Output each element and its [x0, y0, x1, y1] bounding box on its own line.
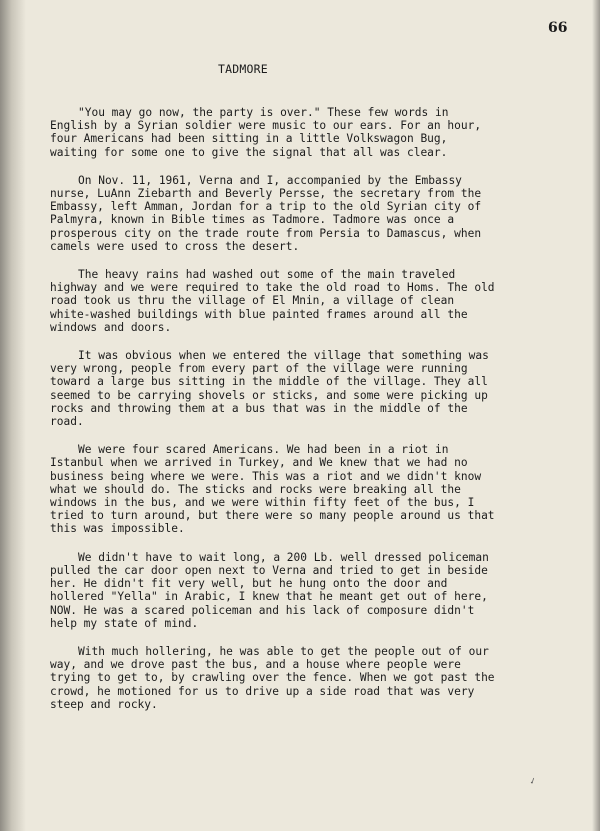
- paragraph: We were four scared Americans. We had been in a riot in Istanbul when we arrived in Turkey, and We knew that we had no business being where we were. This was a riot and we didn't know what we should do. The sticks and rocks were breaking all the windows in the bus, and we were within fifty feet of the bus, I tried to turn around, but there were so many people around us that this was impossible.: [50, 443, 495, 536]
- paragraph: "You may go now, the party is over." These few words in English by a Syrian soldier were music to our ears. For an hour, four Americans had been sitting in a little Volkswagon Bug, waiting for some one to give the signal that all was clear.: [50, 106, 482, 159]
- paragraph: With much hollering, he was able to get the people out of our way, and we drove past the bus, and a house where people were trying to get to, by crawling over the fence. When we got past the crowd, he motioned for us to drive up a side road that was very steep and rocky.: [50, 644, 495, 711]
- paragraph: The heavy rains had washed out some of the main traveled highway and we were required to take the old road to Homs. The old road took us thru the village of El Mnin, a village of clean white-washed buildings with blue painted frames around all the windows and doors.: [50, 268, 495, 334]
- pencil-mark-icon: ✓: [528, 775, 538, 788]
- page-title: TADMORE: [218, 62, 268, 76]
- body-text: [50, 106, 498, 726]
- paragraph: We didn't have to wait long, a 200 Lb. well dressed policeman pulled the car door open next to Verna and tried to get in beside her. He didn't fit very well, but he hung onto the door and hollered "Yella" in Arabic, I knew that he meant get out of here, NOW. He was a scared policeman and his lack of composure didn't help my state of mind.: [50, 550, 489, 630]
- paragraph: On Nov. 11, 1961, Verna and I, accompanied by the Embassy nurse, LuAnn Ziebarth and Beverly Persse, the secretary from the Embassy, left Amman, Jordan for a trip to the old Syrian city of Palmyra, known in Bible times as Tadmore. Tadmore was once a prosperous city on the trade route from Persia to Damascus, when camels were used to cross the desert.: [50, 173, 482, 253]
- page-number: 66: [548, 20, 568, 36]
- paragraph: It was obvious when we entered the village that something was very wrong, people from every part of the village were running toward a large bus sitting in the middle of the village. They all seemed to be carrying shovels or sticks, and some were picking up rocks and throwing them at a bus that was in the middle of the road.: [50, 349, 489, 429]
